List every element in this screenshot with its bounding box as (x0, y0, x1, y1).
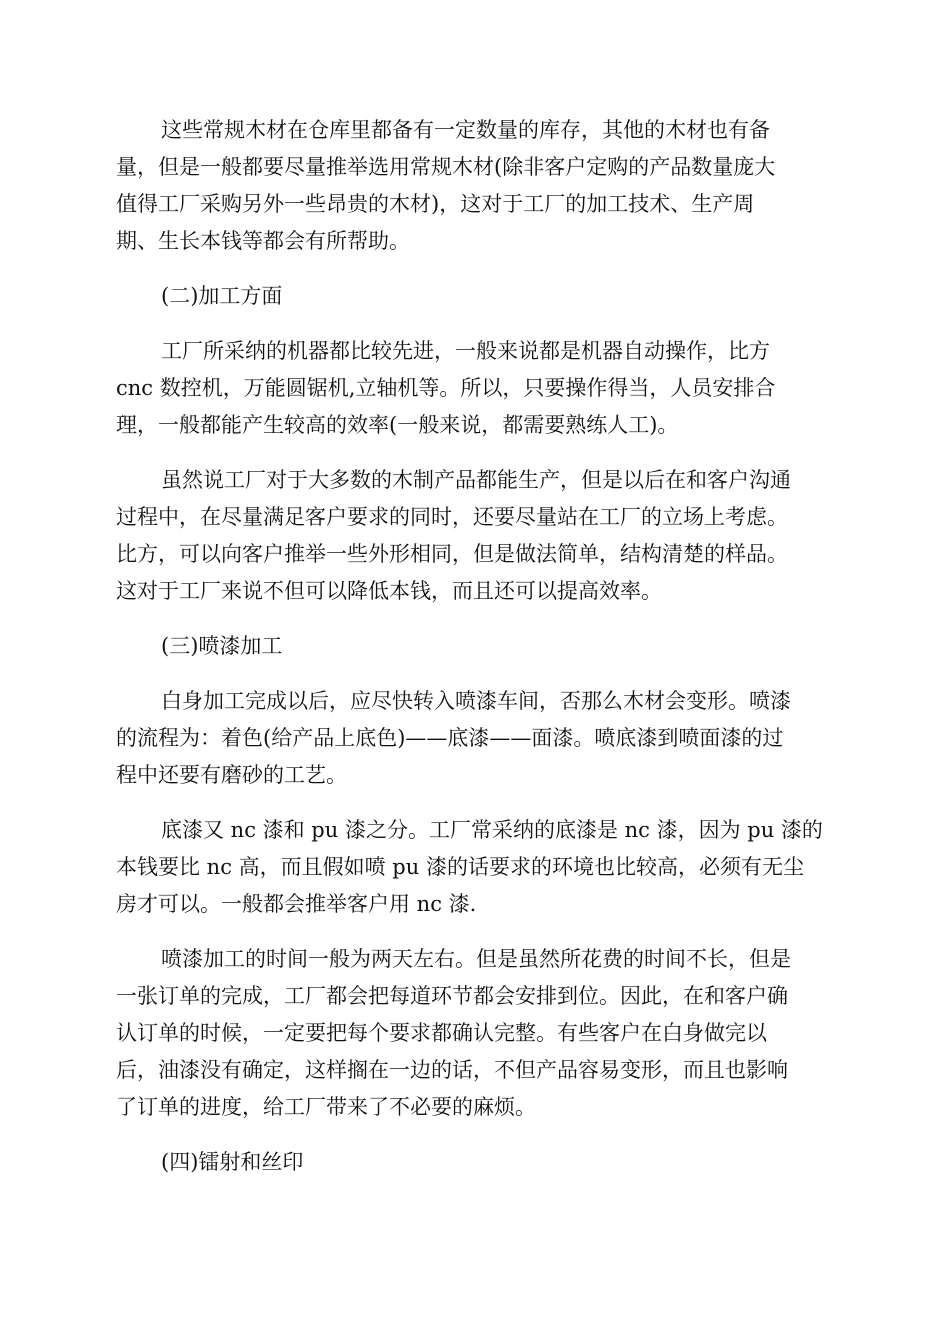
text-line: 房才可以。一般都会推举客户用 nc 漆. (116, 892, 477, 916)
document-page (116, 112, 836, 1199)
text-line: 期、生长本钱等都会有所帮助。 (116, 229, 410, 253)
text-line: 喷漆加工的时间一般为两天左右。但是虽然所花费的时间不长，但是 (161, 947, 791, 971)
paragraph-spray-process (116, 683, 836, 794)
text-line: 这对于工厂来说不但可以降低本钱，而且还可以提高效率。 (116, 579, 662, 603)
heading-text: (二)加工方面 (161, 284, 283, 308)
text-line: 理，一般都能产生较高的效率(一般来说，都需要熟练人工)。 (116, 413, 679, 437)
text-line: 一张订单的完成，工厂都会把每道环节都会安排到位。因此，在和客户确 (116, 984, 788, 1008)
text-line: 比方，可以向客户推举一些外形相同，但是做法简单，结构清楚的样品。 (116, 542, 788, 566)
text-line: 的流程为：着色(给产品上底色)——底漆——面漆。喷底漆到喷面漆的过 (116, 726, 784, 750)
heading-text: (三)喷漆加工 (161, 634, 283, 658)
text-line: cnc 数控机，万能圆锯机,立轴机等。所以，只要操作得当，人员安排合 (116, 376, 776, 400)
text-line: 工厂所采纳的机器都比较先进，一般来说都是机器自动操作，比方 (161, 339, 770, 363)
text-line: 白身加工完成以后，应尽快转入喷漆车间，否那么木材会变形。喷漆 (161, 689, 791, 713)
text-line: 这些常规木材在仓库里都备有一定数量的库存，其他的木材也有备 (161, 118, 770, 142)
paragraph-machines (116, 333, 836, 444)
text-line: 认订单的时候，一定要把每个要求都确认完整。有些客户在白身做完以 (116, 1021, 767, 1045)
section-heading-processing (116, 278, 836, 315)
text-line: 值得工厂采购另外一些昂贵的木材)，这对于工厂的加工技术、生产周 (116, 192, 755, 216)
paragraph-customer-communication (116, 462, 836, 610)
text-line: 过程中，在尽量满足客户要求的同时，还要尽量站在工厂的立场上考虑。 (116, 505, 788, 529)
text-line: 程中还要有磨砂的工艺。 (116, 763, 347, 787)
section-heading-laser-silkscreen (116, 1144, 836, 1181)
text-line: 了订单的进度，给工厂带来了不必要的麻烦。 (116, 1095, 536, 1119)
paragraph-spray-duration (116, 941, 836, 1126)
paragraph-primer-types (116, 812, 836, 923)
paragraph-stock-wood (116, 112, 836, 260)
heading-text: (四)镭射和丝印 (161, 1150, 304, 1174)
text-line: 底漆又 nc 漆和 pu 漆之分。工厂常采纳的底漆是 nc 漆，因为 pu 漆的 (161, 818, 823, 842)
text-line: 量，但是一般都要尽量推举选用常规木材(除非客户定购的产品数量庞大 (116, 155, 776, 179)
text-line: 本钱要比 nc 高，而且假如喷 pu 漆的话要求的环境也比较高，必须有无尘 (116, 855, 804, 879)
text-line: 后，油漆没有确定，这样搁在一边的话，不但产品容易变形，而且也影响 (116, 1058, 788, 1082)
text-line: 虽然说工厂对于大多数的木制产品都能生产，但是以后在和客户沟通 (161, 468, 791, 492)
section-heading-spray-painting (116, 628, 836, 665)
